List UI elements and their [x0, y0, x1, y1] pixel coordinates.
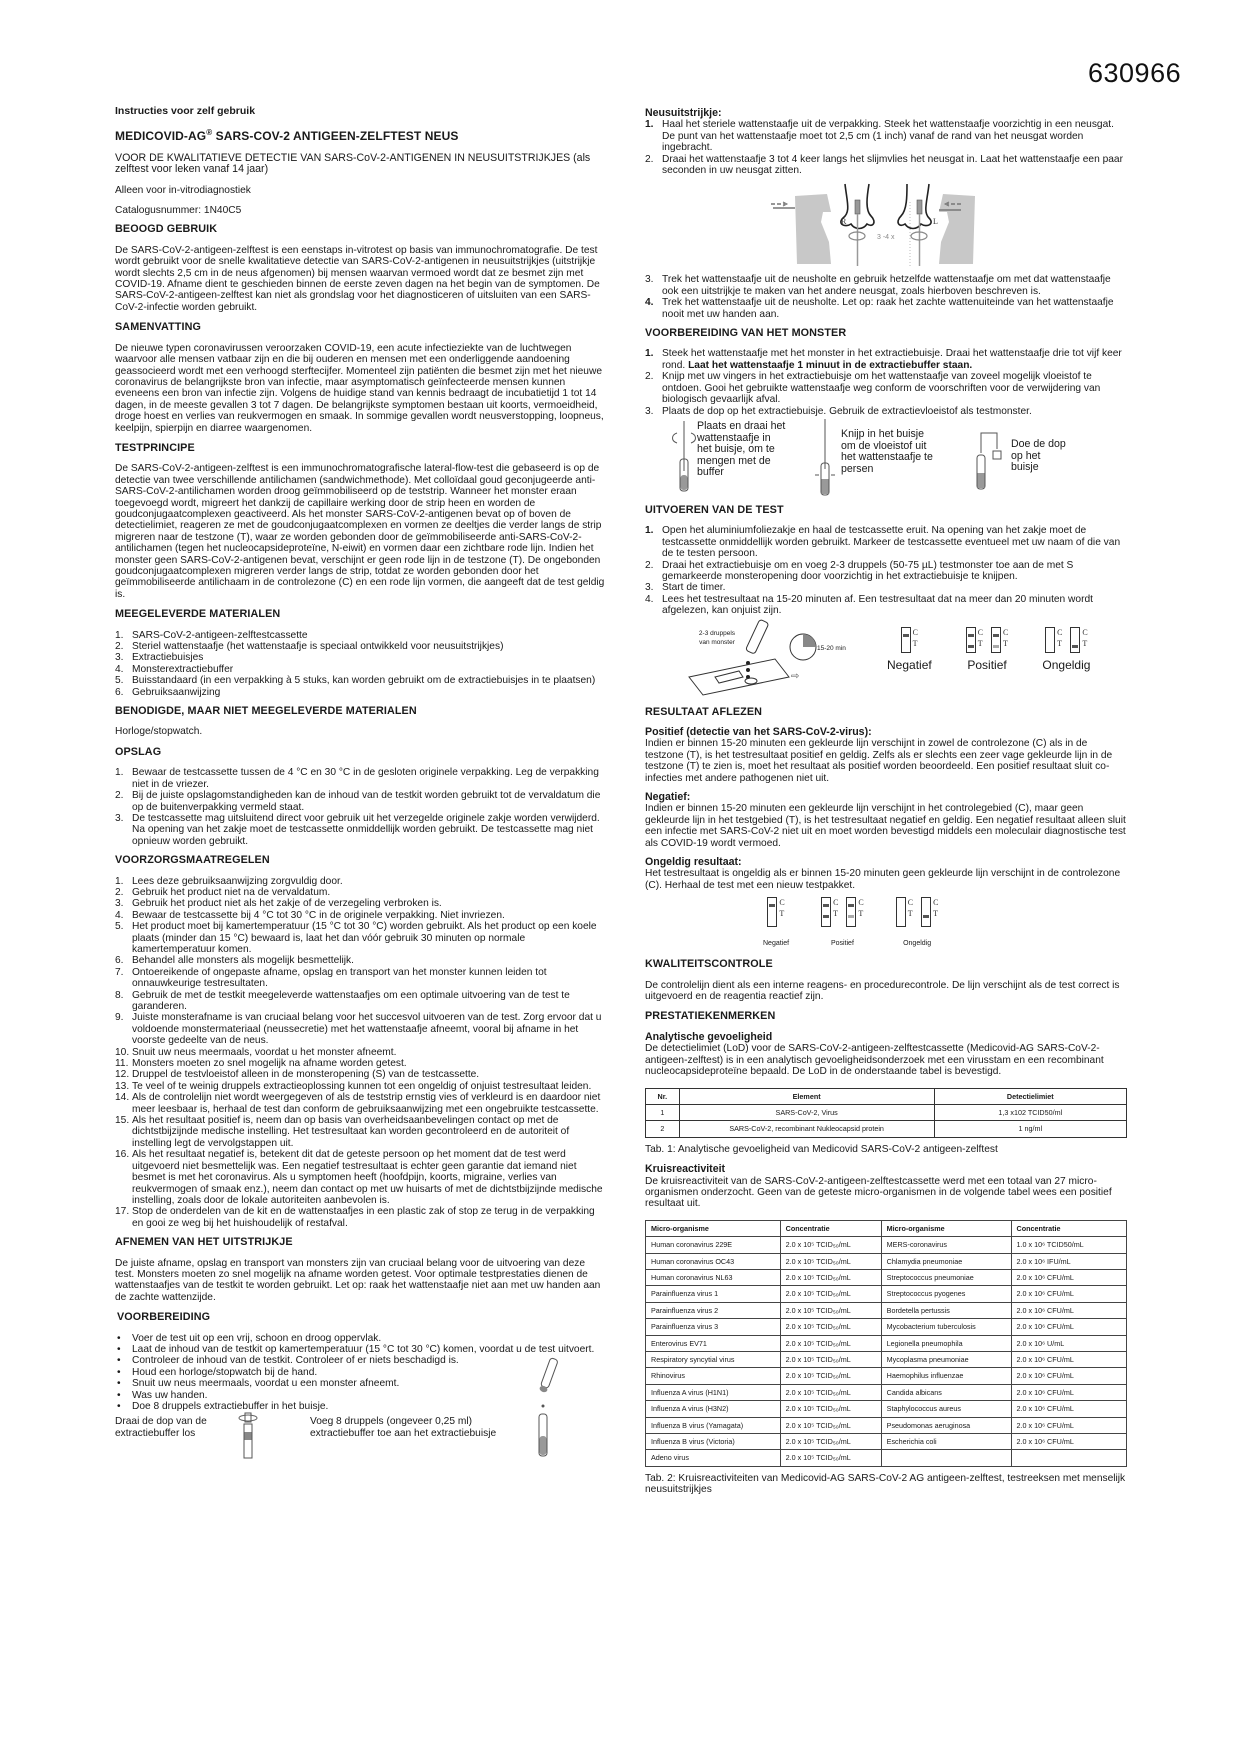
list-item: 14. Als de controlelijn niet wordt weergegeven of als de teststrip ernstig vies of verkleurd is en daardoor niet meer leesbaar is, herhaal de test dan conform de gebruiksaanwijzing met een ongebruikte testcassette. [115, 1092, 601, 1115]
result-positive-small: C T C T Positief [821, 897, 864, 949]
table-row: Rhinovirus 2.0 x 10⁵ TCID₅₀/mL Haemophilus influenzae 2.0 x 10⁶ CFU/mL [646, 1368, 1127, 1384]
list-item: 5. Buisstandaard (in een verpakking à 5 stuks, kan worden gebruikt om de extractiebuisjes in te plaatsen) [115, 675, 596, 687]
quality-text: De controlelijn dient als een interne reagens- en procedurecontrole. De lijn verschijnt als de test correct is uitgevoerd en de reagentia reactief zijn. [645, 979, 1120, 1003]
list-item: 5. Het product moet bij kamertemperatuur (15 °C tot 30 °C) worden gebruikt. Als het product op een koele plaats (minder dan 15 °C) bewaard is, laat het dan vóór gebruik 30 minuten op normale kamertemperatuur komen. [115, 921, 597, 955]
list-item: 13. Te veel of te weinig druppels extractieoplossing kunnen tot een ongeldig of onjuist testresultaat leiden. [115, 1080, 592, 1092]
test-strip [1070, 627, 1080, 653]
afnemen-text: De juiste afname, opslag en transport van monsters zijn van cruciaal belang voor de uitvoering van deze test. Monsters moeten zo snel mogelijk na afname worden getest. Voor optimale testprestaties dienen de wattenstaafjes van de testkit te worden gebruikt. Let op: raak het wattenstaafje niet aan met uw handen aan de zachte wattenzijde. [115, 1257, 601, 1303]
list-item: • Was uw handen. [117, 1389, 208, 1401]
analytical-heading: Analytische gevoeligheid [645, 1030, 773, 1043]
list-item: 4. Trek het wattenstaafje uit de neusholte. Let op: raak het zachte wattenuiteinde van het wattenstaafje nooit met uw handen aan. [645, 297, 1114, 320]
list-item: 2. Bij de juiste opslagomstandigheden kan de inhoud van de testkit worden gebruikt tot de vervaldatum die op de buitenverpakking vermeld staat. [115, 790, 601, 813]
svg-text:L: L [933, 217, 938, 227]
subtitle: VOOR DE KWALITATIEVE DETECTIE VAN SARS-CoV-2-ANTIGENEN IN NEUSUITSTRIJKJES (als zelftest voor leken vanaf 14 jaar) [115, 151, 591, 176]
storage-list [115, 767, 607, 847]
table-row: Parainfluenza virus 3 2.0 x 10⁵ TCID₅₀/mL Mycobacterium tuberculosis 2.0 x 10⁶ CFU/mL [646, 1319, 1127, 1335]
list-item: • Voer de test uit op een vrij, schoon en droog oppervlak. [117, 1332, 382, 1344]
invalid-heading: Ongeldig resultaat: [645, 856, 742, 869]
document-title [115, 127, 607, 142]
samenvatting-text: De nieuwe typen coronavirussen veroorzaken COVID-19, een acute infectieziekte van de luchtwegen waarvoor alle mensen vatbaar zijn en die bij ouderen en mensen met een onderliggende aandoening geassocieerd wordt met een verhoogd sterftecijfer. Momenteel zijn patiënten die besmet zijn met het nieuwe coronavirus de belangrijkste bron van infectie, maar asymptomatisch geïnfecteerde mensen kunnen eveneens een bron van infectie zijn. Volgens de huidige stand van kennis bedraagt de incubatietijd 1 tot 14 dagen, in de meeste gevallen 3 tot 7 dagen. De belangrijkste symptomen bestaan uit koorts, vermoeidheid, droge hoest en verlies van reukvermogen en smaak. In sommige gevallen wordt neusverstopping, loopneus, keelpijn, spierpijn en diarree waargenomen. [115, 342, 604, 434]
svg-text:R: R [841, 217, 847, 227]
lod-table [645, 1088, 1127, 1138]
section-heading-kwaliteit: KWALITEITSCONTROLE [645, 958, 773, 971]
cross-reactivity-table [645, 1220, 1127, 1467]
ivd-note: Alleen voor in-vitrodiagnostiek [115, 184, 251, 196]
list-item: 1. SARS-CoV-2-antigeen-zelftestcassette [115, 629, 308, 641]
list-item: 1. Bewaar de testcassette tussen de 4 °C en 30 °C in de gesloten originele verpakking. Leg de verpakking niet in de vriezer. [115, 767, 599, 790]
swirl-swab-icon [669, 421, 699, 493]
list-item: 2. Knijp met uw vingers in het extractiebuisje om het wattenstaafje van zoveel mogelijk vloeistof te ontdoen. Gooi het gebruikte wattenstaafje weg conform de voorschriften voor de verwijdering van biologisch gevaarlijk afval. [645, 371, 1101, 406]
timer-label: 15-20 min [817, 644, 846, 652]
caption-cap: Doe de dop op het buisje [1011, 437, 1066, 474]
perform-test-list [645, 525, 1127, 616]
section-heading-testprincipe: TESTPRINCIPE [115, 441, 195, 454]
table-row: Influenza B virus (Victoria) 2.0 x 10⁵ TCID₅₀/mL Escherichia coli 2.0 x 10⁶ CFU/mL [646, 1434, 1127, 1450]
section-heading-afnemen: AFNEMEN VAN HET UITSTRIJKJE [115, 1236, 293, 1249]
list-item: 3. De testcassette mag uitsluitend direct voor gebruik uit het verzegelde originele zakje worden verwijderd. Na opening van het zakje moet de testcassette onmiddellijk worden gebruikt. De testcassette mag niet opnieuw worden gebruikt. [115, 812, 600, 847]
negative-text: Indien er binnen 15-20 minuten een gekleurde lijn verschijnt in het controlegebied (C), maar geen gekleurde lijn in het testgebied (T), is het testresultaat negatief en geldig. Een negatief resultaat alleen sluit een infectie met SARS-CoV-2 niet uit en moet worden bevestigd middels een moleculair diagnostische test als COVID-19 wordt vermoed. [645, 803, 1126, 849]
list-item: 2. Gebruik het product niet na de vervaldatum. [115, 886, 331, 898]
sample-prep-list [645, 348, 1127, 416]
right-column [645, 108, 1127, 1505]
list-item: 3. Plaats de dop op het extractiebuisje. Gebruik de extractievloeistof als testmonster. [645, 405, 1032, 417]
list-item: 6. Behandel alle monsters als mogelijk besmettelijk. [115, 955, 354, 967]
results-small-diagram [645, 897, 1127, 955]
list-item: 2. Steriel wattenstaafje (het wattenstaafje is speciaal ontwikkeld voor neusuitstrijkjes) [115, 641, 504, 653]
section-heading-monster: VOORBEREIDING VAN HET MONSTER [645, 327, 847, 340]
negative-heading: Negatief: [645, 791, 691, 803]
caption-add-drops: Voeg 8 druppels (ongeveer 0,25 ml) extractiebuffer toe aan het extractiebuisje [310, 1416, 497, 1439]
list-item: • Doe 8 druppels extractiebuffer in het buisje. [117, 1401, 329, 1412]
caption-swirl: Plaats en draai het wattenstaafje in het buisje, om te mengen met de buffer [697, 419, 786, 479]
title-rest: SARS-COV-2 ANTIGEEN-ZELFTEST NEUS [212, 129, 459, 144]
section-heading-uitvoeren: UITVOEREN VAN DE TEST [645, 503, 784, 516]
caption-unscrew-cap: Draai de dop van de extractiebuffer los [115, 1416, 207, 1439]
list-item: 10. Snuit uw neus meermaals, voordat u het monster afneemt. [115, 1046, 397, 1058]
list-item: • Laat de inhoud van de testkit op kamertemperatuur (15 °C tot 30 °C) komen, voordat u de test uitvoert. [117, 1343, 595, 1355]
list-item: 11. Monsters moeten zo snel mogelijk na afname worden getest. [115, 1058, 407, 1070]
section-heading-resultaat: RESULTAAT AFLEZEN [645, 705, 763, 718]
section-heading-samenvatting: SAMENVATTING [115, 321, 201, 334]
list-item: 1. Lees deze gebruiksaanwijzing zorgvuldig door. [115, 875, 343, 887]
list-item: 4. Monsterextractiebuffer [115, 663, 234, 675]
svg-text:⇨: ⇨ [791, 670, 800, 682]
table-row: Respiratory syncytial virus 2.0 x 10⁵ TCID₅₀/mL Mycoplasma pneumoniae 2.0 x 10⁶ CFU/mL [646, 1352, 1127, 1368]
section-heading-prestatie: PRESTATIEKENMERKEN [645, 1010, 776, 1023]
list-item: 1. Steek het wattenstaafje met het monster in het extractiebuisje. Draai het wattenstaafje drie tot vijf keer rond. Laat het wattenstaafje 1 minuut in de extractiebuffer staan. [645, 348, 1122, 371]
list-item: 1. Haal het steriele wattenstaafje uit de verpakking. Steek het wattenstaafje voorzichtig in een neusgat. De punt van het wattenstaafje moet tot 2,5 cm (1 inch) vanaf de rand van het neusgat worden ingebracht. [645, 119, 1114, 154]
list-item: 17. Stop de onderdelen van de kit en de wattenstaafjes in een plastic zak of stop ze terug in de verpakking en gooi ze weg bij het huishoudelijk of restafval. [115, 1206, 595, 1229]
section-heading-benodigd: BENODIGDE, MAAR NIET MEEGELEVERDE MATERIALEN [115, 705, 417, 718]
precautions-list [115, 876, 607, 1230]
squeeze-tube-icon [813, 419, 837, 497]
list-item: 7. Ontoereikende of ongepaste afname, opslag en transport van het monster kunnen leiden tot onnauwkeurige testresultaten. [115, 966, 547, 990]
cross-reactivity-caption: Tab. 2: Kruisreactiviteiten van Medicovid-AG SARS-CoV-2 AG antigeen-zelftest, testreeksen met menselijk neusuitstrijkjes [645, 1472, 1126, 1496]
section-heading-voorzorg: VOORZORGSMAATREGELEN [115, 854, 270, 867]
table-row: Adeno virus 2.0 x 10⁵ TCID₅₀/mL [646, 1450, 1127, 1466]
sample-prep-figure [645, 421, 1127, 497]
table-row: 2 SARS-CoV-2, recombinant Nukleocapsid protein 1 ng/ml [646, 1121, 1127, 1137]
table-row: Human coronavirus NL63 2.0 x 10⁵ TCID₅₀/mL Streptococcus pneumoniae 2.0 x 10⁶ CFU/mL [646, 1269, 1127, 1285]
dropper-tube-icon [531, 1356, 561, 1462]
perform-test-figure [645, 625, 1127, 699]
list-item: • Snuit uw neus meermaals, voordat u een monster afneemt. [117, 1378, 400, 1390]
list-item: 6. Gebruiksaanwijzing [115, 686, 221, 698]
section-heading-voorbereiding: VOORBEREIDING [117, 1311, 211, 1324]
test-strip [901, 627, 911, 653]
table-row: Parainfluenza virus 1 2.0 x 10⁵ TCID₅₀/mL Streptococcus pyogenes 2.0 x 10⁶ CFU/mL [646, 1286, 1127, 1302]
caption-squeeze: Knijp in het buisje om de vloeistof uit het wattenstaafje te persen [841, 427, 933, 475]
table-header-row: Nr. Element Detectielimiet [646, 1088, 1127, 1104]
table-row: Enterovirus EV71 2.0 x 10⁵ TCID₅₀/mL Legionella pneumophila 2.0 x 10⁶ U/mL [646, 1335, 1127, 1351]
cap-tube-icon [975, 429, 1005, 493]
result-negative: C T Negatief [887, 627, 932, 672]
catalog-number: Catalogusnummer: 1N40C5 [115, 205, 242, 217]
result-invalid: C T C T Ongeldig [1042, 627, 1091, 672]
table-row: Parainfluenza virus 2 2.0 x 10⁵ TCID₅₀/mL Bordetella pertussis 2.0 x 10⁶ CFU/mL [646, 1302, 1127, 1318]
test-strip [991, 627, 1001, 653]
section-heading-meegeleverd: MEEGELEVERDE MATERIALEN [115, 608, 281, 621]
list-item: 4. Bewaar de testcassette bij 4 °C tot 30 °C in de originele verpakking. Niet invriezen. [115, 909, 505, 921]
result-positive: C T C T Positief [967, 627, 1009, 672]
testprincipe-text: De SARS-CoV-2-antigeen-zelftest is een immunochromatografische lateral-flow-test die gebaseerd is op de detectie van twee verschillende antilichamen (sandwichmethode). Met colloïdaal goud geconjugeerde anti-SARS-CoV-2-antilichamen worden droog geïmmobiliseerd op de teststrip. Wanneer het monster eraan toegevoegd wordt, migreert het dankzij de capillaire werking door de strip heen en worden de goudconjugaatcomplexen geactiveerd. Als het monster SARS-CoV-2-antigenen bevat op of boven de detectielimiet, reageren ze met de goudconjugaatcomplexen en vormen ze deeltjes die verder langs de strip migreren naar de testzone (T), waar ze worden gebonden door de geïmmobiliseerde anti-SARS-CoV-2-antilichamen (tegen het nucleocapsideproteïne, N-eiwit) en vormen daar een zichtbare rode lijn. Indien het monster geen SARS-CoV-2-antigenen bevat, verschijnt er geen rode lijn in de testzone (T). De ongebonden goudconjugaatcomplexen migreren verder langs de strip, totdat ze worden gebonden door het geïmmobiliseerde antilichaam in de controlezone (C) en een rode lijn vormen, die aangeeft dat de test geldig is. [115, 463, 605, 600]
lod-caption: Tab. 1: Analytische gevoeligheid van Medicovid SARS-CoV-2 antigeen-zelftest [645, 1143, 998, 1155]
table-row: Influenza A virus (H1N1) 2.0 x 10⁵ TCID₅₀/mL Candida albicans 2.0 x 10⁶ CFU/mL [646, 1384, 1127, 1400]
table-row: Human coronavirus OC43 2.0 x 10⁵ TCID₅₀/mL Chlamydia pneumoniae 2.0 x 10⁶ IFU/mL [646, 1253, 1127, 1269]
kicker: Instructies voor zelf gebruik [115, 105, 256, 117]
list-item: • Controleer de inhoud van de testkit. Controleer of er niets beschadigd is. [117, 1355, 459, 1367]
cassette-drop-icon [685, 619, 825, 697]
materials-list [115, 630, 607, 698]
list-item: 3. Gebruik het product niet als het zakje of de verzegeling verbroken is. [115, 898, 442, 910]
nasal-swab-steps-b [645, 274, 1127, 320]
section-heading-beoogd: BEOOGD GEBRUIK [115, 223, 218, 236]
list-item: 15. Als het resultaat positief is, neem dan op basis van overheidsaanbevelingen contact op met de dichtstbijzijnde medische instelling. Het testresultaat kan worden gecontroleerd en de autoriteit of instelling legt de vervolgstappen uit. [115, 1115, 570, 1149]
result-negative-small: C T Negatief [763, 898, 790, 947]
list-item: 8. Gebruik de met de testkit meegeleverde wattenstaafjes om een optimale uitvoering van de test te garanderen. [115, 989, 570, 1012]
list-item: 3. Extractiebuisjes [115, 652, 204, 664]
analytical-text: De detectielimiet (LoD) voor de SARS-CoV-2-antigeen-zelftestcassette (Medicovid-AG SARS-CoV-2-antigeen-zelftest) is in een analytisch gevoeligheidsonderzoek met een virusstam en een recombinant nucleocapsideproteïne bepaald. De LoD in de onderstaande tabel is bevestigd. [645, 1043, 1104, 1078]
list-item: 9. Juiste monsterafname is van cruciaal belang voor het succesvol uitvoeren van de test. Zorg ervoor dat u voldoende monstermateriaal (neussecretie) met het wattenstaafje afneemt, vooral bij afname in het voorste gedeelte van de neus. [115, 1012, 602, 1047]
nose-swab-illustration [645, 182, 1127, 266]
nasal-swab-figure [645, 182, 1127, 266]
list-item: 3. Trek het wattenstaafje uit de neusholte en gebruik hetzelfde wattenstaafje om met dat wattenstaafje ook een uitstrijkje te maken van het andere neusgat, zoals hierboven beschreven is. [645, 274, 1111, 297]
list-item: 1. Open het aluminiumfoliezakje en haal de testcassette eruit. Na opening van het zakje moet de testcassette onmiddellijk worden gebruikt. Markeer de testcassette eventueel met uw naam of die van de te testen persoon. [645, 525, 1121, 560]
cross-reactivity-heading: Kruisreactiviteit [645, 1163, 726, 1176]
svg-text:3 -4 x: 3 -4 x [877, 234, 895, 242]
test-strip [966, 627, 976, 653]
cross-reactivity-text: De kruisreactiviteit van de SARS-CoV-2-antigeen-zelftestcassette werd met een totaal van 27 micro-organismen onderzocht. Geen van de geteste micro-organismen in de volgende tabel wees een positief resultaat uit. [645, 1175, 1112, 1210]
registered-mark: ® [206, 128, 213, 138]
nasal-swab-steps-a [645, 119, 1127, 176]
list-item: • Houd een horloge/stopwatch bij de hand. [117, 1366, 318, 1378]
neus-heading: Neusuitstrijkje: [645, 107, 722, 119]
list-item: 4. Lees het testresultaat na 15-20 minuten af. Een testresultaat dat na meer dan 20 minuten wordt afgelezen, kan onjuist zijn. [645, 593, 1093, 617]
document-number: 630966 [1088, 58, 1182, 88]
buffer-bottle-icon [233, 1412, 263, 1462]
buffer-figure [115, 1414, 607, 1462]
section-heading-opslag: OPSLAG [115, 745, 162, 758]
table-header-row: Micro-organisme Concentratie Micro-organisme Concentratie [646, 1220, 1127, 1236]
drops-label: 2-3 druppels van monster [698, 629, 736, 646]
results-diagram [887, 627, 1106, 672]
list-item: 2. Draai het wattenstaafje 3 tot 4 keer langs het slijmvlies het neusgat in. Laat het wattenstaafje een paar seconden in uw neusgat zitten. [645, 153, 1123, 177]
table-row: Human coronavirus 229E 2.0 x 10⁵ TCID₅₀/mL MERS-coronavirus 1.0 x 10⁶ TCID50/mL [646, 1237, 1127, 1253]
list-item: 12. Druppel de testvloeistof alleen in de monsteropening (S) van de testcassette. [115, 1069, 480, 1081]
positive-heading: Positief (detectie van het SARS-CoV-2-virus): [645, 725, 872, 738]
test-strip [1045, 627, 1055, 653]
invalid-text: Het testresultaat is ongeldig als er binnen 15-20 minuten geen gekleurde lijn verschijnt in de controlezone (C). Herhaal de test met een nieuw testpakket. [645, 868, 1121, 891]
table-row: Influenza A virus (H3N2) 2.0 x 10⁵ TCID₅₀/mL Staphylococcus aureus 2.0 x 10⁶ CFU/mL [646, 1401, 1127, 1417]
list-item: 2. Draai het extractiebuisje om en voeg 2-3 druppels (50-75 µL) testmonster toe aan de met S gemarkeerde monsteropening door voorzichtig in het extractiebuisje te knijpen. [645, 559, 1074, 582]
table-row: 1 SARS-CoV-2, Virus 1,3 x102 TCID50/ml [646, 1104, 1127, 1120]
left-column [115, 106, 607, 1472]
list-item: 3. Start de timer. [645, 582, 726, 594]
title-brand: MEDICOVID-AG [115, 129, 207, 144]
result-invalid-small: C T C T Ongeldig [896, 897, 939, 949]
benodigd-text: Horloge/stopwatch. [115, 726, 203, 738]
list-item: 16. Als het resultaat negatief is, betekent dit dat de geteste persoon op het moment dat de test werd uitgevoerd niet besmettelijk was. Een negatief testresultaat is echter geen garantie dat iemand niet besmet is met het coronavirus. Als u symptomen heeft (hoofdpijn, koorts, migraine, verlies van reukvermogen of smaak enz.), neem dan contact op met uw huisarts of met de dichtstbijzijnde medische instelling, zoals door de lokale autoriteiten aanbevolen is. [115, 1149, 603, 1206]
table-row: Influenza B virus (Yamagata) 2.0 x 10⁵ TCID₅₀/mL Pseudomonas aeruginosa 2.0 x 10⁶ CFU/mL [646, 1417, 1127, 1433]
positive-text: Indien er binnen 15-20 minuten een gekleurde lijn verschijnt in zowel de controlezone (C) als in de testzone (T), is het testresultaat positief en geldig. Zelfs als er slechts een zeer vage gekleurde lijn in de testzone (T) te zien is, moet het resultaat als positief worden beoordeeld. Een positief resultaat sluit co-infecties met andere pathogenen niet uit. [645, 738, 1113, 784]
beoogd-text: De SARS-CoV-2-antigeen-zelftest is een eenstaps in-vitrotest op basis van immunochromatografie. De test wordt gebruikt voor de snelle kwalitatieve detectie van SARS-CoV-2-antigenen in neusuitstrijkjes (uitstrijkje wordt slechts 2,5 cm in de neus afgenomen) bij mensen waarvan vermoed wordt dat ze besmet zijn met COVID-19. Afname dient te geschieden binnen de eerste zeven dagen na het begin van de symptomen. De SARS-CoV-2-antigeen-zelftest kan niet als grondslag voor het diagnosticeren of uitsluiten van een SARS-CoV-2-infectie worden gebruikt. [115, 244, 600, 313]
